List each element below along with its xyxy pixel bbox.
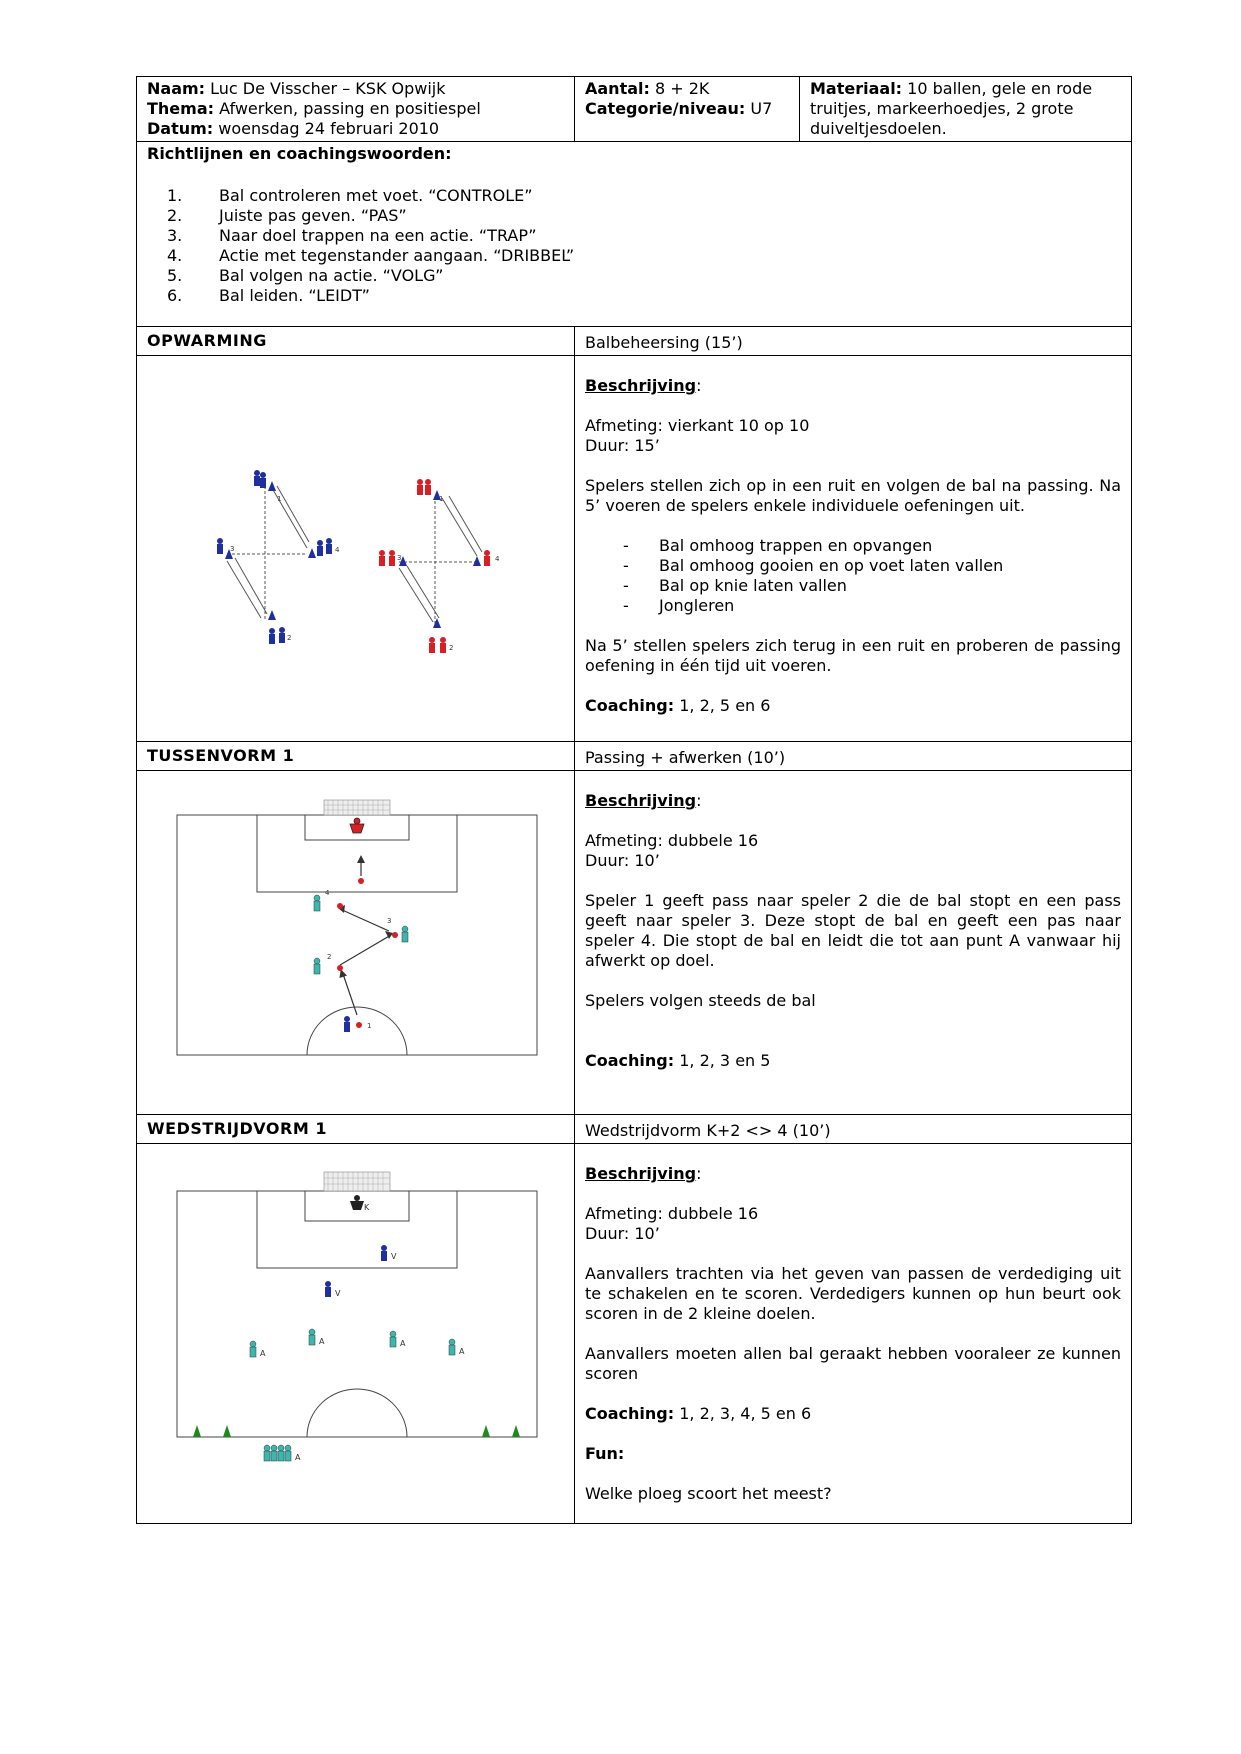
list-item: - Bal omhoog gooien en op voet laten vallen (623, 556, 1004, 575)
description-paragraph: Spelers stellen zich op in een ruit en volgen de bal na passing. Na 5’ voeren de spelers enkele individuele oefeningen uit. (585, 476, 1121, 515)
list-item: 4. Actie met tegenstander aangaan. “DRIBBEL” (167, 246, 575, 265)
wedstrijdvorm-title-row (137, 1115, 1132, 1144)
wedstrijdvorm-body-row (137, 1144, 1132, 1524)
desc-label: Beschrijving (585, 376, 697, 395)
opwarming-description-cell: Beschrijving: Afmeting: vierkant 10 op 10 Duur: 15’ Spelers stellen zich op in een ruit en volgen de bal na passing. Na 5’ voeren de spelers enkele individuele oefeningen uit. - Bal omhoog trappen en opvangen - Bal omhoog gooien en op voet laten vallen - Bal op knie laten vallen - Jongleren Na 5’ stellen spelers zich terug in een ruit en proberen de passing oefening in één tijd uit voeren. Coaching: 1, 2, 5 en 6 (575, 356, 1132, 742)
naam-value: Luc De Visscher – KSK Opwijk (205, 79, 446, 98)
datum-label: Datum: (147, 119, 214, 138)
aantal-value: 8 + 2K (649, 79, 710, 98)
section-title: OPWARMING (137, 327, 575, 356)
diagram-label: A (400, 1339, 406, 1348)
coaching-words-list (167, 186, 1121, 306)
thema-value: Afwerken, passing en positiespel (214, 99, 481, 118)
list-item: 5. Bal volgen na actie. “VOLG” (167, 266, 444, 285)
categorie-value: U7 (745, 99, 773, 118)
description-paragraph: Speler 1 geeft pass naar speler 2 die de bal stopt en een pass geeft naar speler 3. Deze stopt de bal en geeft een pas naar speler 4. Die stopt de bal en leidt die tot aan punt A vanwaar hij afwerkt op doel. (585, 891, 1121, 970)
opwarming-title-row (137, 327, 1132, 356)
opwarming-diagram-cell (137, 356, 575, 742)
tussenvorm-body-row (137, 771, 1132, 1115)
opwarming-diagram (137, 356, 573, 736)
diagram-label: K (364, 1203, 370, 1212)
description-paragraph: Aanvallers moeten allen bal geraakt hebben vooraleer ze kunnen scoren (585, 1344, 1121, 1383)
richtlijnen-title: Richtlijnen en coachingswoorden: (147, 144, 452, 163)
fun-label: Fun: (585, 1444, 625, 1463)
section-subtitle: Passing + afwerken (10’) (575, 742, 1132, 771)
coaching-value: 1, 2, 3 en 5 (674, 1051, 771, 1070)
diagram-label: V (335, 1289, 341, 1298)
opwarming-body-row (137, 356, 1132, 742)
tussenvorm-diagram (137, 771, 573, 1109)
description-paragraph: Spelers volgen steeds de bal (585, 991, 816, 1010)
naam-label: Naam: (147, 79, 206, 98)
diagram-label: 3 (397, 554, 402, 562)
list-item: - Bal omhoog trappen en opvangen (623, 536, 933, 555)
coaching-label: Coaching: (585, 1404, 675, 1423)
header-materiaal-cell (800, 77, 1132, 142)
coaching-value: 1, 2, 5 en 6 (674, 696, 771, 715)
diagram-label: 3 (230, 545, 235, 553)
list-item: 1. Bal controleren met voet. “CONTROLE” (167, 186, 533, 205)
diagram-label: 4 (325, 889, 330, 897)
diagram-label: V (391, 1252, 397, 1261)
diagram-label: A (295, 1453, 301, 1462)
thema-label: Thema: (147, 99, 215, 118)
tussenvorm-title-row (137, 742, 1132, 771)
categorie-label: Categorie/niveau: (585, 99, 746, 118)
duur-text: Duur: 15’ (585, 436, 660, 455)
duur-text: Duur: 10’ (585, 851, 660, 870)
afmeting-text: Afmeting: dubbele 16 (585, 831, 759, 850)
diagram-label: 4 (335, 546, 340, 554)
diagram-label: 2 (449, 644, 454, 652)
tussenvorm-description-cell: Beschrijving: Afmeting: dubbele 16 Duur: 10’ Speler 1 geeft pass naar speler 2 die de bal stopt en een pass geeft naar speler 3. Deze stopt de bal en geeft een pas naar speler 4. Die stopt de bal en leidt die tot aan punt A vanwaar hij afwerkt op doel. Spelers volgen steeds de bal Coaching: 1, 2, 3 en 5 (575, 771, 1132, 1115)
wedstrijdvorm-diagram-cell (137, 1144, 575, 1524)
diagram-label: 1 (367, 1022, 372, 1030)
list-item: - Jongleren (623, 596, 735, 615)
afmeting-text: Afmeting: vierkant 10 op 10 (585, 416, 810, 435)
diagram-label: 2 (287, 634, 292, 642)
description-paragraph: Na 5’ stellen spelers zich terug in een ruit en proberen de passing oefening in één tijd uit voeren. (585, 636, 1121, 675)
afmeting-text: Afmeting: dubbele 16 (585, 1204, 759, 1223)
diagram-label: 1 (277, 495, 282, 503)
section-title: TUSSENVORM 1 (137, 742, 575, 771)
desc-label: Beschrijving (585, 1164, 697, 1183)
duur-text: Duur: 10’ (585, 1224, 660, 1243)
wedstrijdvorm-description-cell: Beschrijving: Afmeting: dubbele 16 Duur: 10’ Aanvallers trachten via het geven van passen de verdediging uit te schakelen en te scoren. Verdedigers kunnen op hun beurt ook scoren in de 2 kleine doelen. Aanvallers moeten allen bal geraakt hebben vooraleer ze kunnen scoren Coaching: 1, 2, 3, 4, 5 en 6 Fun: Welke ploeg scoort het meest? (575, 1144, 1132, 1524)
materiaal-value: 10 ballen, gele en rode truitjes, markeerhoedjes, 2 grote duiveltjesdoelen. (810, 79, 1093, 138)
header-row (137, 77, 1132, 142)
aantal-label: Aantal: (585, 79, 650, 98)
lesson-table (136, 76, 1132, 1524)
section-title: WEDSTRIJDVORM 1 (137, 1115, 575, 1144)
diagram-label: 2 (327, 953, 332, 961)
wedstrijdvorm-diagram (137, 1144, 573, 1518)
desc-label: Beschrijving (585, 791, 697, 810)
fun-value: Welke ploeg scoort het meest? (585, 1484, 832, 1503)
coaching-label: Coaching: (585, 696, 675, 715)
section-subtitle: Wedstrijdvorm K+2 <> 4 (10’) (575, 1115, 1132, 1144)
exercise-list (585, 536, 1121, 616)
diagram-label: 4 (495, 555, 500, 563)
datum-value: woensdag 24 februari 2010 (213, 119, 440, 138)
list-item: 2. Juiste pas geven. “PAS” (167, 206, 407, 225)
coaching-label: Coaching: (585, 1051, 675, 1070)
materiaal-label: Materiaal: (810, 79, 903, 98)
header-info-cell (137, 77, 575, 142)
list-item: - Bal op knie laten vallen (623, 576, 847, 595)
diagram-label: 1 (439, 495, 444, 503)
section-subtitle: Balbeheersing (15’) (575, 327, 1132, 356)
richtlijnen-row (137, 142, 1132, 327)
richtlijnen-cell (137, 142, 1132, 327)
header-aantal-cell (575, 77, 800, 142)
tussenvorm-diagram-cell (137, 771, 575, 1115)
diagram-label: A (319, 1337, 325, 1346)
coaching-value: 1, 2, 3, 4, 5 en 6 (674, 1404, 812, 1423)
diagram-label: 3 (387, 917, 392, 925)
diagram-label: A (459, 1347, 465, 1356)
diagram-label: A (260, 1349, 266, 1358)
description-paragraph: Aanvallers trachten via het geven van passen de verdediging uit te schakelen en te scoren. Verdedigers kunnen op hun beurt ook scoren in de 2 kleine doelen. (585, 1264, 1121, 1323)
list-item: 6. Bal leiden. “LEIDT” (167, 286, 370, 305)
list-item: 3. Naar doel trappen na een actie. “TRAP” (167, 226, 537, 245)
